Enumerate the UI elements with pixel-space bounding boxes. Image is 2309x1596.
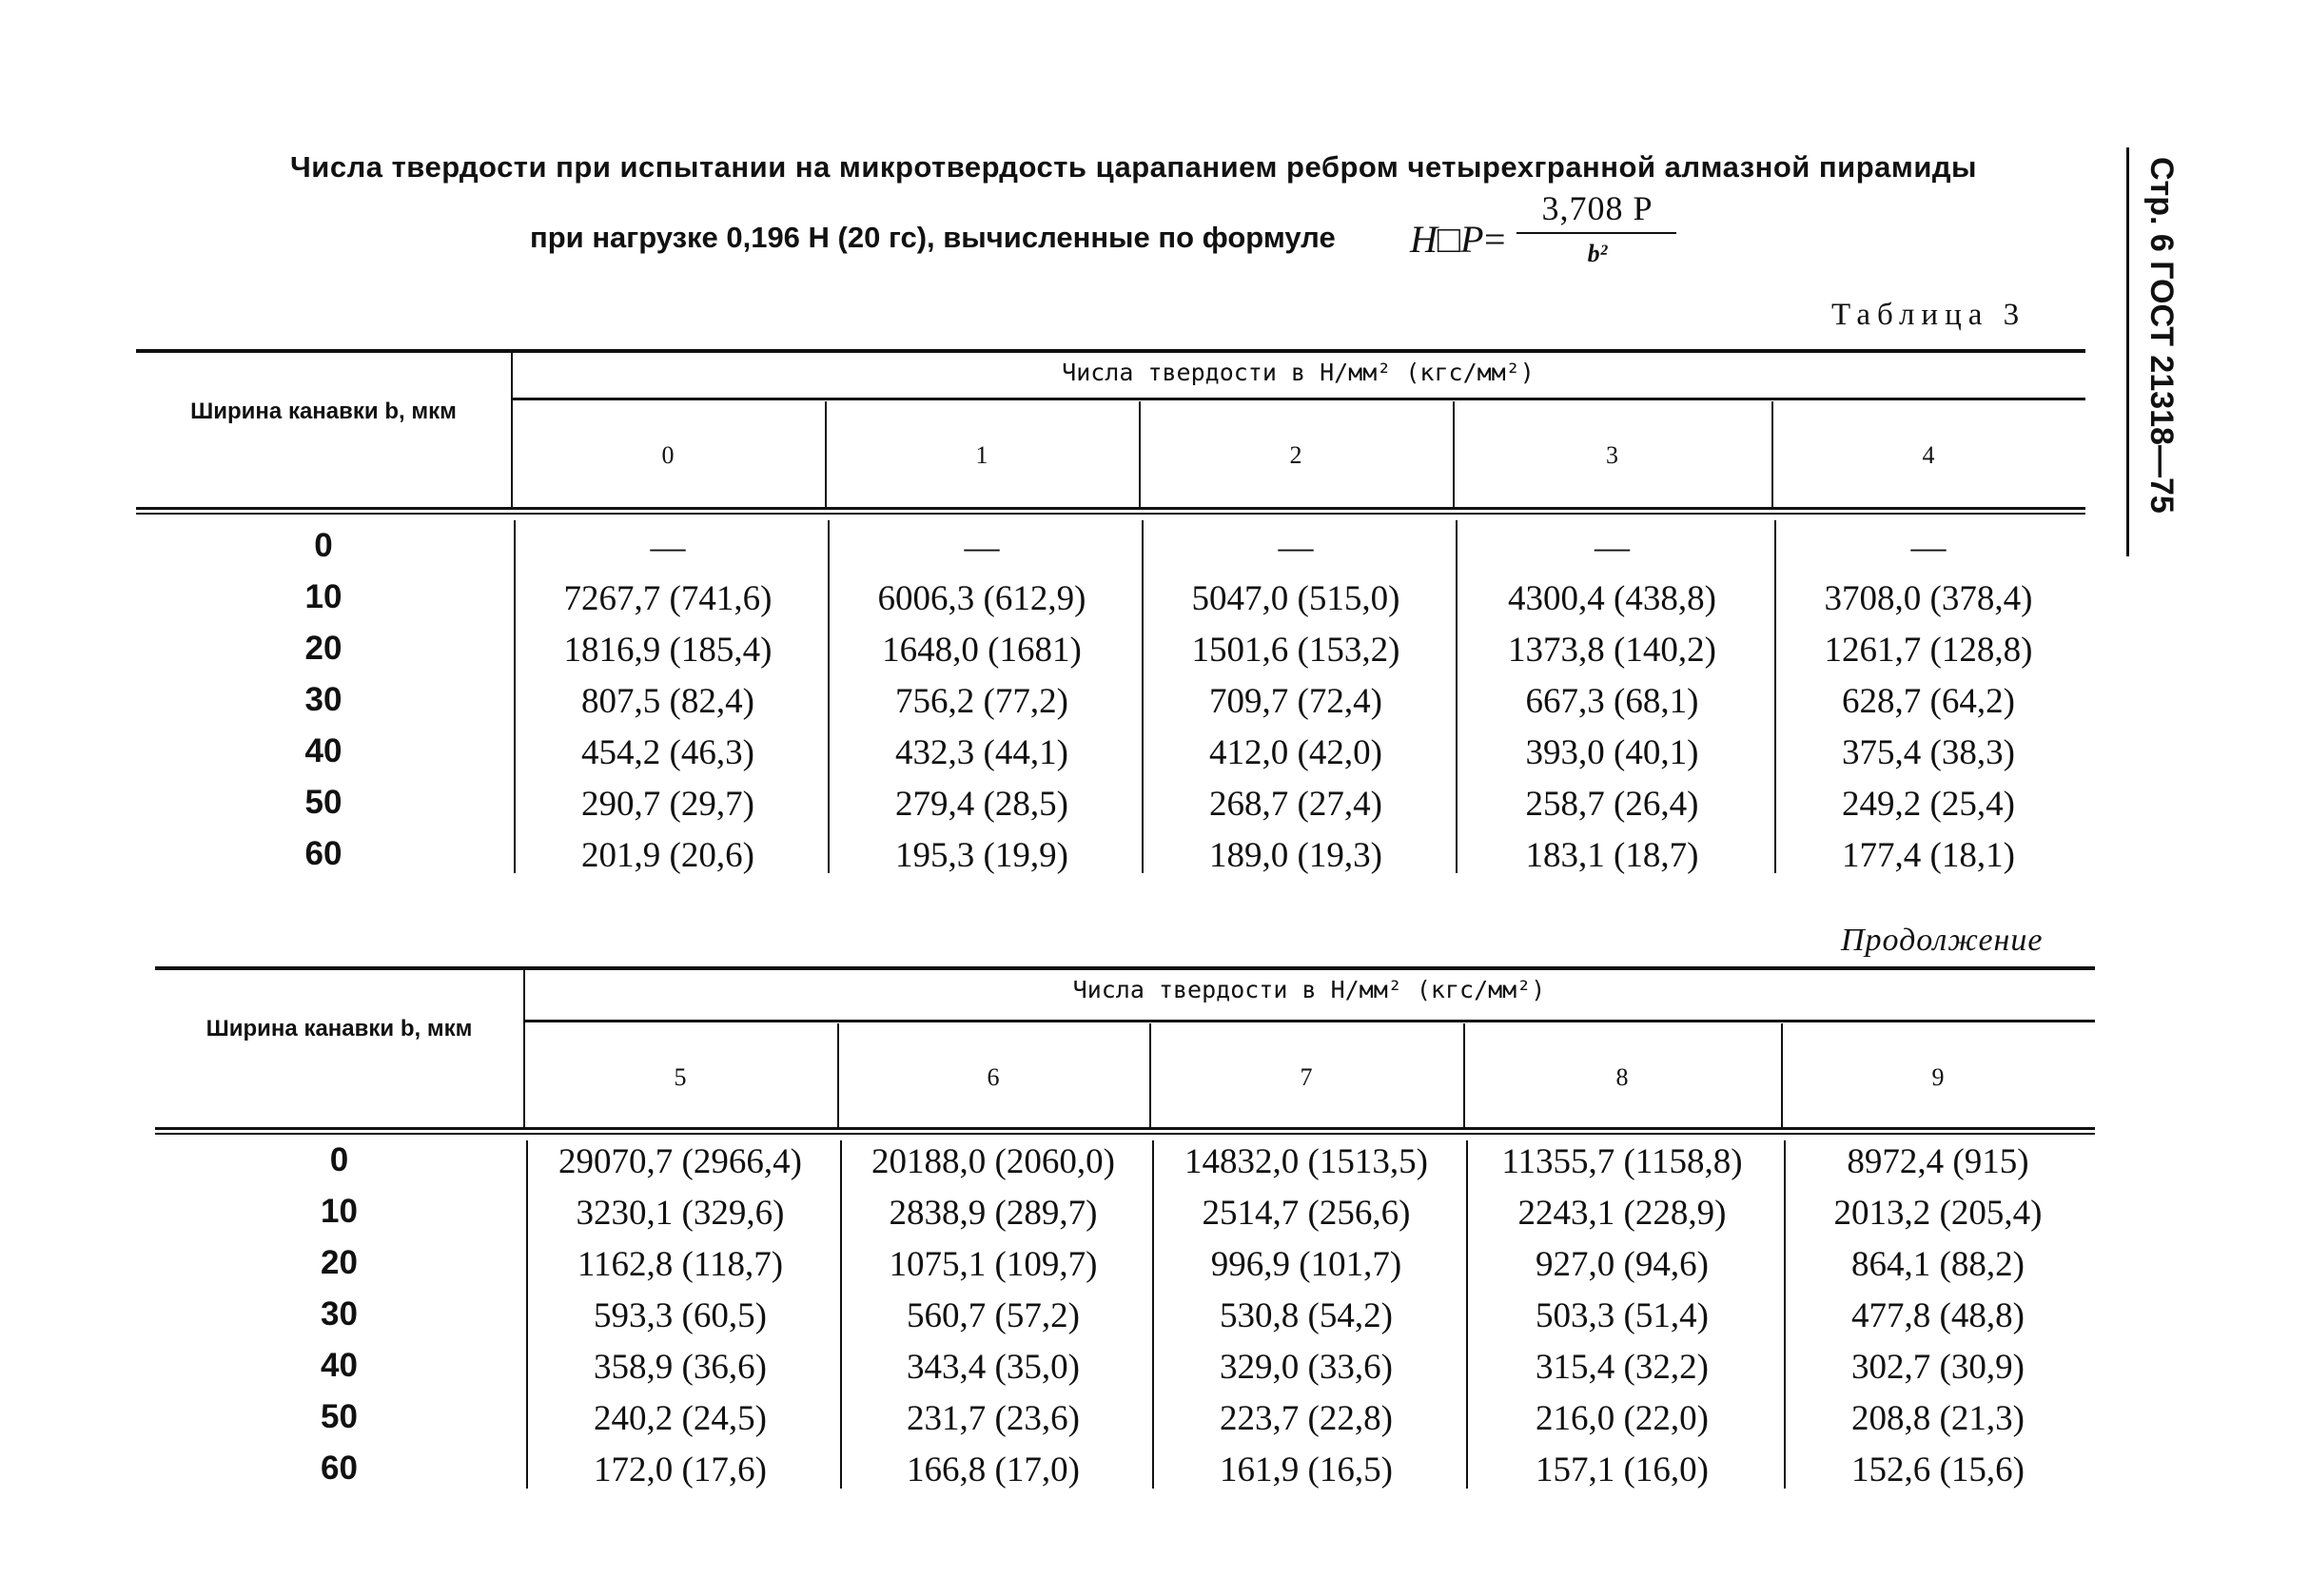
table-top-rule	[136, 349, 2085, 353]
table-cell: 195,3 (19,9)	[895, 836, 1068, 875]
row-header: Ширина канавки b, мкм	[205, 1016, 473, 1041]
table-cell: 223,7 (22,8)	[1220, 1399, 1393, 1438]
table-cell: 183,1 (18,7)	[1525, 836, 1699, 875]
table-cell: 5047,0 (515,0)	[1191, 579, 1400, 618]
table-cell: 1373,8 (140,2)	[1508, 631, 1716, 670]
table-cell: 3230,1 (329,6)	[576, 1194, 785, 1233]
group-header: Числа твердости в Н/мм² (кгс/мм²)	[1072, 976, 1546, 1003]
table-cell: 756,2 (77,2)	[895, 682, 1068, 721]
table-cell: 343,4 (35,0)	[907, 1348, 1080, 1387]
side-page-label	[2126, 147, 2183, 566]
row-label: 10	[304, 578, 342, 615]
table-cell: 166,8 (17,0)	[907, 1450, 1080, 1489]
table-cell: 864,1 (88,2)	[1851, 1245, 2025, 1284]
formula-equals: =	[1484, 218, 1506, 261]
header-bottom-rule-2	[136, 513, 2085, 515]
page-title: Числа твердости при испытании на микротвердость царапанием ребром четырехгранной алмазной пирамиды	[290, 150, 1978, 184]
row-label: 0	[329, 1141, 349, 1178]
column-header: 4	[1922, 441, 1935, 469]
column-header: 2	[1289, 441, 1302, 469]
continuation-label: Продолжение	[1841, 923, 2044, 958]
row-label: 50	[321, 1398, 358, 1435]
table-cell: 201,9 (20,6)	[581, 836, 754, 875]
formula-fraction-bar	[1517, 232, 1676, 234]
group-header-rule	[523, 1020, 2095, 1022]
column-header: 7	[1300, 1063, 1313, 1091]
formula-lhs: H□P	[1410, 218, 1484, 261]
table-cell: 477,8 (48,8)	[1851, 1296, 2025, 1335]
table-cell: 2514,7 (256,6)	[1202, 1194, 1411, 1233]
table-cell: 315,4 (32,2)	[1536, 1348, 1709, 1387]
row-label: 10	[321, 1193, 358, 1230]
table-cell: 231,7 (23,6)	[907, 1399, 1080, 1438]
table-cell: 628,7 (64,2)	[1842, 682, 2015, 721]
column-header: 6	[987, 1063, 1000, 1091]
table-cell: 216,0 (22,0)	[1536, 1399, 1709, 1438]
table-cell: 20188,0 (2060,0)	[871, 1142, 1115, 1181]
table-cell: 1075,1 (109,7)	[889, 1245, 1098, 1284]
header-bottom-rule-2	[155, 1133, 2095, 1135]
column-header: 3	[1606, 441, 1618, 469]
row-label: 0	[314, 527, 333, 564]
table-cell: 2838,9 (289,7)	[889, 1194, 1098, 1233]
table-cell: 1162,8 (118,7)	[577, 1245, 784, 1284]
row-label: 40	[321, 1347, 358, 1384]
table-cell: 157,1 (16,0)	[1536, 1450, 1709, 1489]
table-cell: 807,5 (82,4)	[581, 682, 754, 721]
table-cell: 667,3 (68,1)	[1525, 682, 1699, 721]
table-cell: 709,7 (72,4)	[1209, 682, 1382, 721]
table-cell: 412,0 (42,0)	[1209, 733, 1382, 772]
table-cell: 249,2 (25,4)	[1842, 785, 2015, 824]
table-cell: 208,8 (21,3)	[1851, 1399, 2025, 1438]
table-cell: 593,3 (60,5)	[594, 1296, 767, 1335]
row-label: 60	[304, 835, 342, 872]
table-cell: 432,3 (44,1)	[895, 733, 1068, 772]
table-cell: 560,7 (57,2)	[907, 1296, 1080, 1335]
group-header: Числа твердости в Н/мм² (кгс/мм²)	[1062, 359, 1535, 386]
column-header: 9	[1931, 1063, 1945, 1091]
table-cell: 152,6 (15,6)	[1851, 1450, 2025, 1489]
table-cell: 290,7 (29,7)	[581, 785, 754, 824]
table-cell: 279,4 (28,5)	[895, 785, 1068, 824]
table-cell: 2243,1 (228,9)	[1517, 1194, 1727, 1233]
table-cell: 302,7 (30,9)	[1851, 1348, 2025, 1387]
table-cell: 1648,0 (1681)	[882, 631, 1082, 670]
table-cell: 7267,7 (741,6)	[563, 579, 773, 618]
table-cell: 2013,2 (205,4)	[1833, 1194, 2043, 1233]
table-cell: 358,9 (36,6)	[594, 1348, 767, 1387]
table-cell: 503,3 (51,4)	[1536, 1296, 1709, 1335]
table-cell: 258,7 (26,4)	[1525, 785, 1699, 824]
table-cell: 189,0 (19,3)	[1209, 836, 1382, 875]
row-header: Ширина канавки b, мкм	[190, 399, 457, 424]
formula-numerator: 3,708 P	[1541, 189, 1653, 227]
header-bottom-rule	[136, 507, 2085, 510]
table-cell: 1261,7 (128,8)	[1824, 631, 2033, 670]
table-cell: 3708,0 (378,4)	[1824, 579, 2033, 618]
table-cell: 6006,3 (612,9)	[877, 579, 1086, 618]
table-cell: 14832,0 (1513,5)	[1184, 1142, 1428, 1181]
column-header: 1	[975, 441, 988, 469]
table-cell: 927,0 (94,6)	[1536, 1245, 1709, 1284]
table-cell: —	[1278, 528, 1314, 567]
row-label: 30	[304, 681, 342, 718]
row-label: 40	[304, 732, 342, 769]
table-cell: 11355,7 (1158,8)	[1501, 1142, 1743, 1181]
table-cell: 996,9 (101,7)	[1210, 1245, 1402, 1284]
table-cell: 1816,9 (185,4)	[563, 631, 773, 670]
side-label-text: Стр. 6 ГОСТ 21318—75	[2143, 157, 2180, 514]
table-label: Таблица 3	[1831, 298, 2026, 332]
header-bottom-rule	[155, 1127, 2095, 1130]
formula-denominator: b²	[1587, 240, 1608, 267]
table-cell: 329,0 (33,6)	[1220, 1348, 1393, 1387]
column-header: 5	[674, 1063, 687, 1091]
table-cell: 172,0 (17,6)	[594, 1450, 767, 1489]
table-cell: 240,2 (24,5)	[594, 1399, 767, 1438]
page-subtitle: при нагрузке 0,196 Н (20 гс), вычисленные по формуле	[530, 221, 1336, 254]
table-cell: 177,4 (18,1)	[1842, 836, 2015, 875]
table-cell: 4300,4 (438,8)	[1508, 579, 1716, 618]
row-label: 20	[321, 1244, 358, 1281]
table-cell: 161,9 (16,5)	[1220, 1450, 1393, 1489]
row-label: 20	[304, 630, 342, 667]
table-cell: —	[650, 528, 686, 567]
table-cell: 8972,4 (915)	[1847, 1142, 2029, 1181]
table-top-rule	[155, 966, 2095, 970]
table-cell: 375,4 (38,3)	[1842, 733, 2015, 772]
table-cell: —	[1910, 528, 1947, 567]
row-label: 60	[321, 1450, 358, 1487]
row-label: 50	[304, 784, 342, 821]
table-cell: 1501,6 (153,2)	[1191, 631, 1400, 670]
row-label: 30	[321, 1295, 358, 1333]
side-rule	[2126, 147, 2129, 556]
column-header: 8	[1615, 1063, 1629, 1091]
column-header: 0	[661, 441, 675, 469]
table-cell: 29070,7 (2966,4)	[558, 1142, 802, 1181]
hardness-formula	[1410, 188, 1695, 283]
table-cell: 530,8 (54,2)	[1220, 1296, 1393, 1335]
table-cell: 268,7 (27,4)	[1209, 785, 1382, 824]
table-cell: —	[1595, 528, 1630, 567]
group-header-rule	[511, 398, 2085, 400]
table-cell: 393,0 (40,1)	[1525, 733, 1699, 772]
table-cell: —	[964, 528, 1000, 567]
table-cell: 454,2 (46,3)	[581, 733, 754, 772]
